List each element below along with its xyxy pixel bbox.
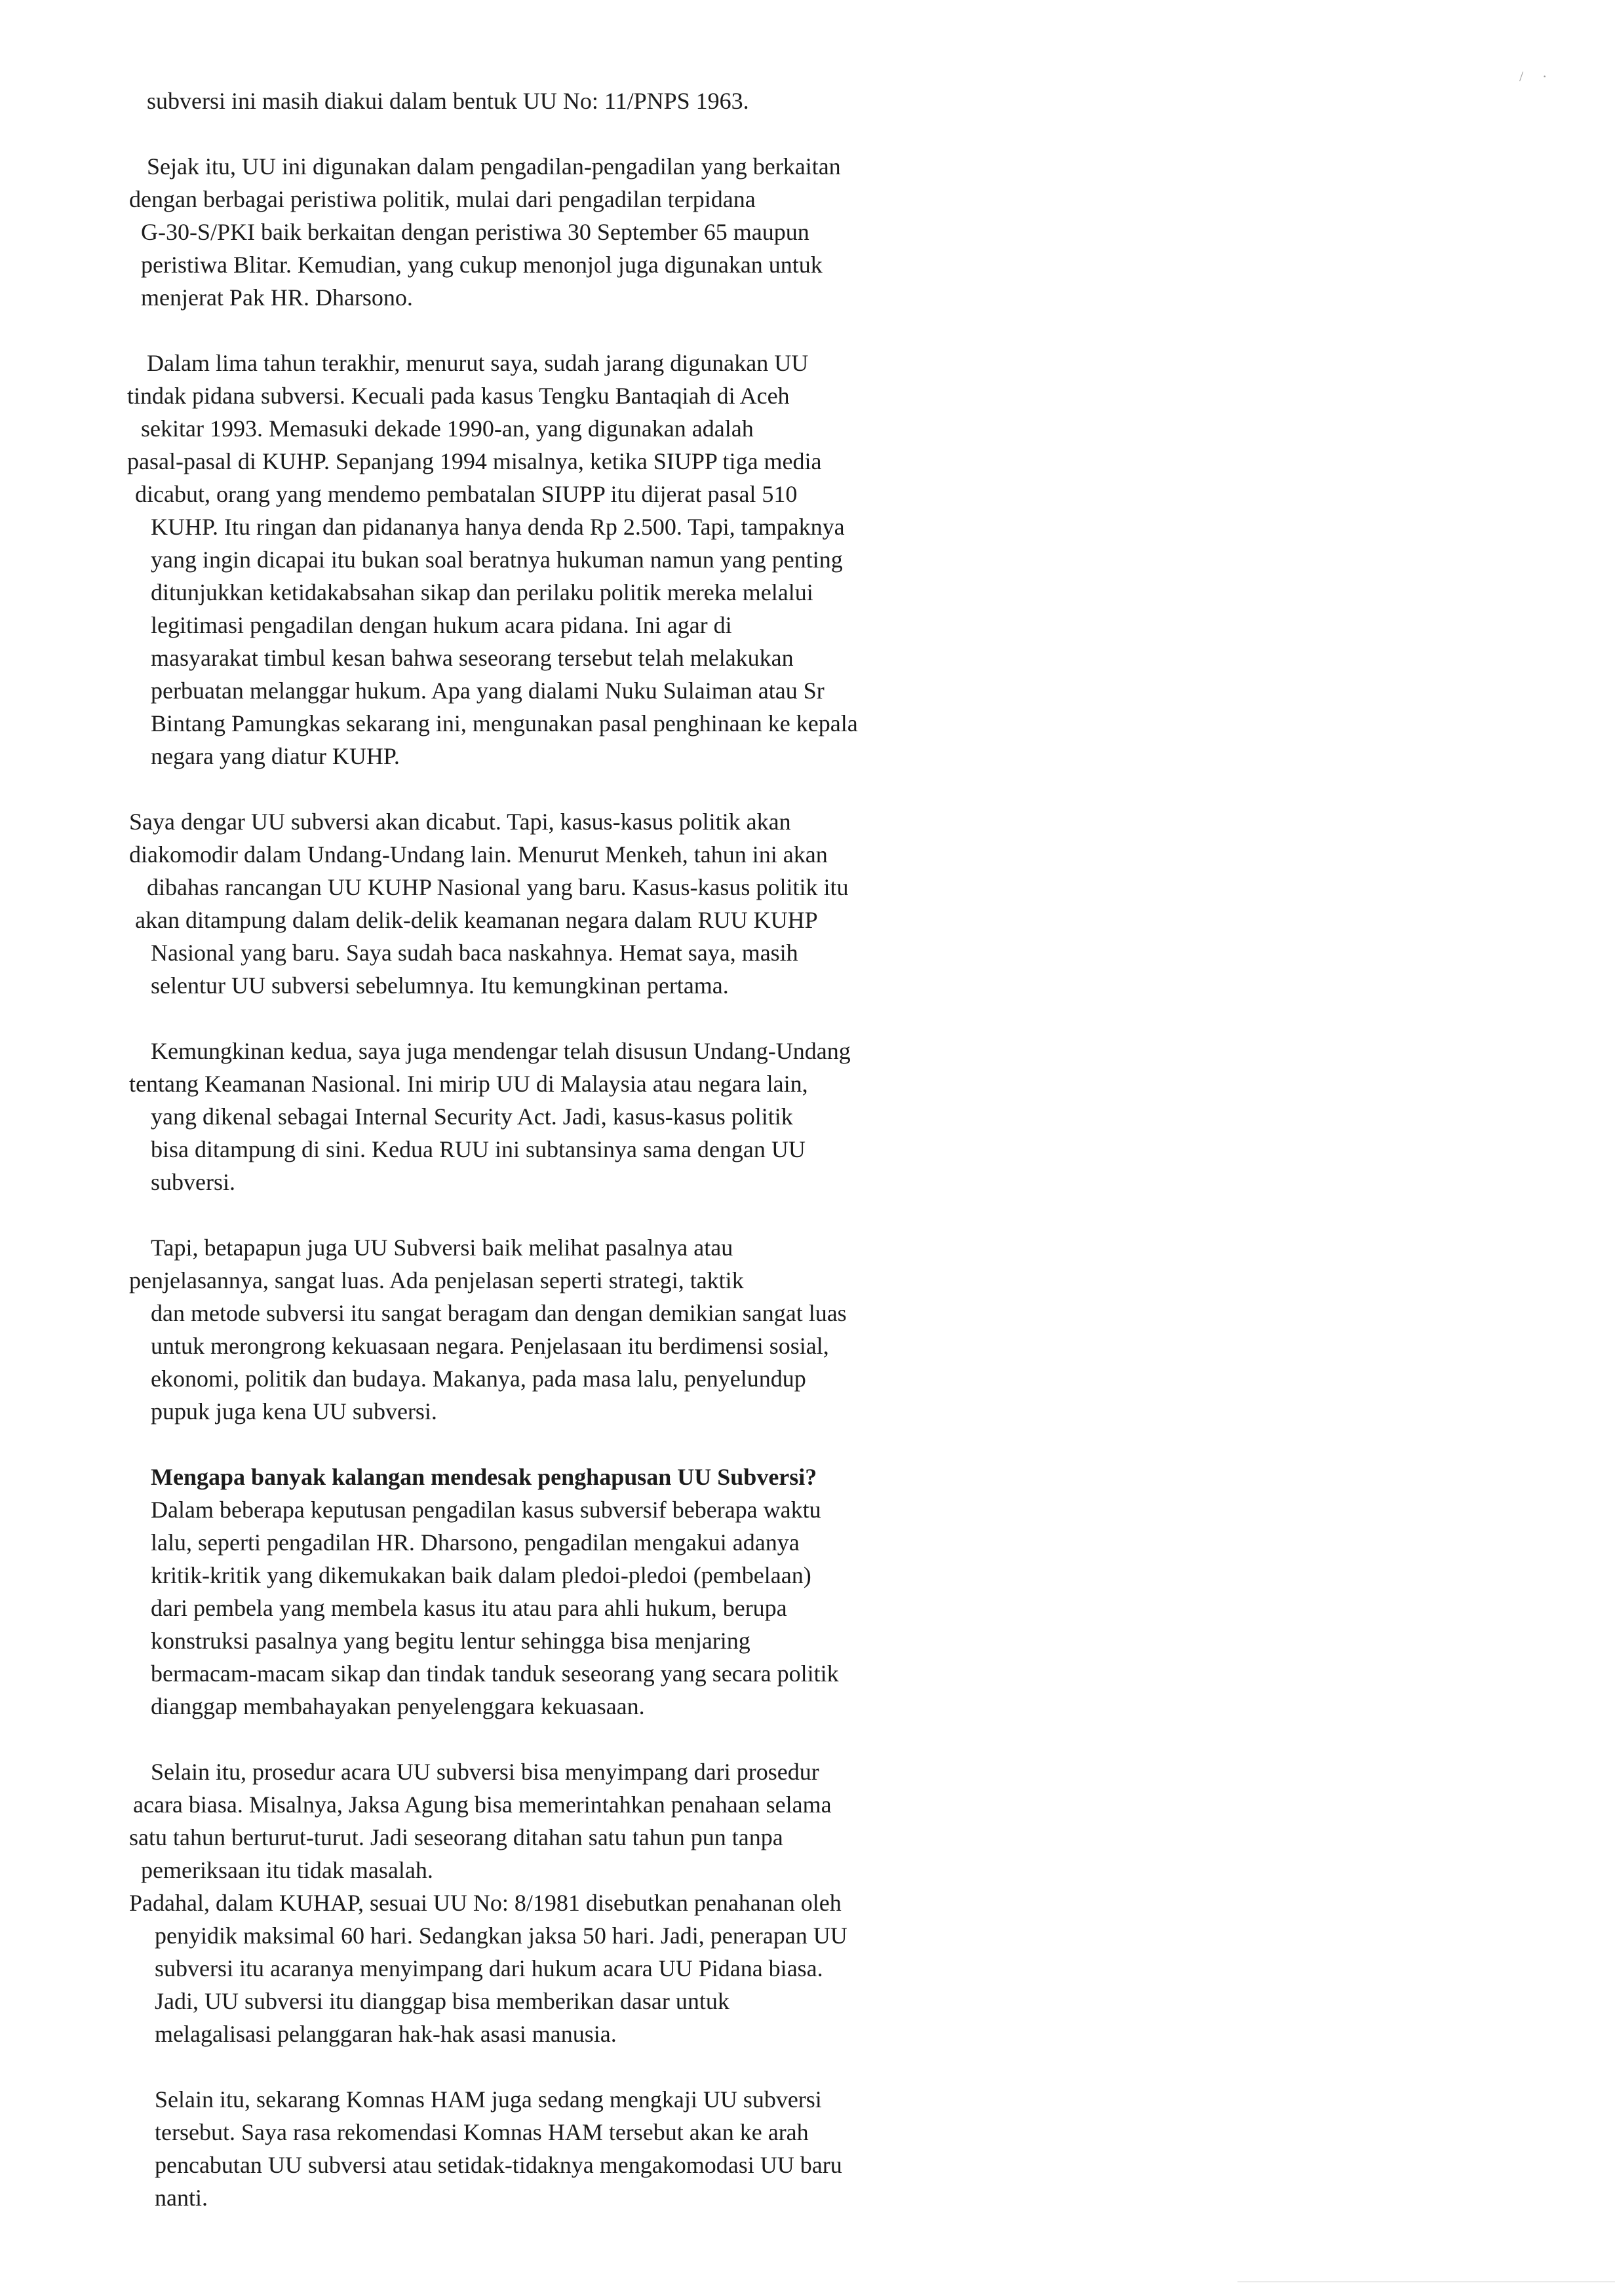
text-line: pupuk juga kena UU subversi.	[151, 1398, 437, 1425]
text-line: Sejak itu, UU ini digunakan dalam pengadilan-pengadilan yang berkaitan	[147, 153, 841, 180]
section-heading: Mengapa banyak kalangan mendesak penghapusan UU Subversi?	[151, 1464, 817, 1490]
text-line: penyidik maksimal 60 hari. Sedangkan jaksa 50 hari. Jadi, penerapan UU	[155, 1923, 847, 1949]
text-line: untuk merongrong kekuasaan negara. Penjelasaan itu berdimensi sosial,	[151, 1333, 829, 1359]
text-line: KUHP. Itu ringan dan pidananya hanya denda Rp 2.500. Tapi, tampaknya	[151, 514, 845, 540]
text-line: dibahas rancangan UU KUHP Nasional yang baru. Kasus-kasus politik itu	[147, 874, 849, 900]
text-line: subversi.	[151, 1169, 235, 1195]
text-line: subversi itu acaranya menyimpang dari hukum acara UU Pidana biasa.	[155, 1955, 823, 1981]
text-line: pencabutan UU subversi atau setidak-tidaknya mengakomodasi UU baru	[155, 2152, 842, 2178]
text-line: Dalam beberapa keputusan pengadilan kasus subversif beberapa waktu	[151, 1497, 821, 1523]
text-line: Jadi, UU subversi itu dianggap bisa memberikan dasar untuk	[155, 1988, 730, 2014]
text-line: dianggap membahayakan penyelenggara kekuasaan.	[151, 1693, 645, 1719]
text-line: tindak pidana subversi. Kecuali pada kasus Tengku Bantaqiah di Aceh	[127, 383, 790, 409]
text-line: Selain itu, prosedur acara UU subversi bisa menyimpang dari prosedur	[151, 1759, 819, 1785]
text-line: sekitar 1993. Memasuki dekade 1990-an, yang digunakan adalah	[141, 415, 754, 442]
scan-mark: ·	[1542, 68, 1547, 85]
text-line: dari pembela yang membela kasus itu atau para ahli hukum, berupa	[151, 1595, 787, 1621]
text-line: penjelasannya, sangat luas. Ada penjelasan seperti strategi, taktik	[129, 1267, 744, 1293]
text-line: subversi ini masih diakui dalam bentuk UU No: 11/PNPS 1963.	[147, 88, 749, 114]
text-line: diakomodir dalam Undang-Undang lain. Menurut Menkeh, tahun ini akan	[129, 841, 828, 868]
text-line: Dalam lima tahun terakhir, menurut saya, sudah jarang digunakan UU	[147, 350, 809, 376]
text-line: satu tahun berturut-turut. Jadi seseorang ditahan satu tahun pun tanpa	[129, 1824, 783, 1850]
text-line: menjerat Pak HR. Dharsono.	[141, 284, 413, 311]
text-line: ekonomi, politik dan budaya. Makanya, pada masa lalu, penyelundup	[151, 1366, 806, 1392]
text-line: yang dikenal sebagai Internal Security Act. Jadi, kasus-kasus politik	[151, 1103, 793, 1130]
text-line: Kemungkinan kedua, saya juga mendengar telah disusun Undang-Undang	[151, 1038, 851, 1064]
text-line: Bintang Pamungkas sekarang ini, mengunakan pasal penghinaan ke kepala	[151, 710, 858, 737]
text-line: masyarakat timbul kesan bahwa seseorang tersebut telah melakukan	[151, 645, 794, 671]
text-line: tersebut. Saya rasa rekomendasi Komnas HAM tersebut akan ke arah	[155, 2119, 809, 2145]
text-line: yang ingin dicapai itu bukan soal beratnya hukuman namun yang penting	[151, 546, 843, 573]
text-line: Nasional yang baru. Saya sudah baca naskahnya. Hemat saya, masih	[151, 940, 798, 966]
text-line: peristiwa Blitar. Kemudian, yang cukup menonjol juga digunakan untuk	[141, 252, 823, 278]
text-line: legitimasi pengadilan dengan hukum acara pidana. Ini agar di	[151, 612, 732, 638]
text-line: tentang Keamanan Nasional. Ini mirip UU di Malaysia atau negara lain,	[129, 1071, 808, 1097]
text-line: nanti.	[155, 2185, 208, 2211]
text-line: Tapi, betapapun juga UU Subversi baik melihat pasalnya atau	[151, 1234, 733, 1261]
text-line: kritik-kritik yang dikemukakan baik dalam pledoi-pledoi (pembelaan)	[151, 1562, 811, 1588]
text-line: Padahal, dalam KUHAP, sesuai UU No: 8/1981 disebutkan penahanan oleh	[129, 1890, 842, 1916]
text-line: bisa ditampung di sini. Kedua RUU ini subtansinya sama dengan UU	[151, 1136, 806, 1162]
text-line: acara biasa. Misalnya, Jaksa Agung bisa memerintahkan penahaan selama	[133, 1791, 832, 1818]
text-line: lalu, seperti pengadilan HR. Dharsono, pengadilan mengakui adanya	[151, 1529, 800, 1556]
text-line: bermacam-macam sikap dan tindak tanduk seseorang yang secara politik	[151, 1660, 839, 1687]
text-line: dicabut, orang yang mendemo pembatalan SIUPP itu dijerat pasal 510	[135, 481, 798, 507]
text-line: Saya dengar UU subversi akan dicabut. Tapi, kasus-kasus politik akan	[129, 809, 791, 835]
text-line: dengan berbagai peristiwa politik, mulai dari pengadilan terpidana	[129, 186, 756, 212]
text-line: pemeriksaan itu tidak masalah.	[141, 1857, 433, 1883]
text-line: akan ditampung dalam delik-delik keamanan negara dalam RUU KUHP	[135, 907, 818, 933]
text-line: konstruksi pasalnya yang begitu lentur sehingga bisa menjaring	[151, 1628, 750, 1654]
scan-mark: /	[1519, 68, 1524, 85]
text-line: negara yang diatur KUHP.	[151, 743, 400, 769]
text-line: Selain itu, sekarang Komnas HAM juga sedang mengkaji UU subversi	[155, 2086, 822, 2113]
text-line: selentur UU subversi sebelumnya. Itu kemungkinan pertama.	[151, 972, 729, 999]
text-line: G-30-S/PKI baik berkaitan dengan peristiwa 30 September 65 maupun	[141, 219, 809, 245]
text-line: pasal-pasal di KUHP. Sepanjang 1994 misalnya, ketika SIUPP tiga media	[127, 448, 822, 474]
text-line: perbuatan melanggar hukum. Apa yang dialami Nuku Sulaiman atau Sr	[151, 678, 825, 704]
text-line: dan metode subversi itu sangat beragam dan dengan demikian sangat luas	[151, 1300, 847, 1326]
text-line: melagalisasi pelanggaran hak-hak asasi manusia.	[155, 2021, 617, 2047]
text-line: ditunjukkan ketidakabsahan sikap dan perilaku politik mereka melalui	[151, 579, 813, 605]
